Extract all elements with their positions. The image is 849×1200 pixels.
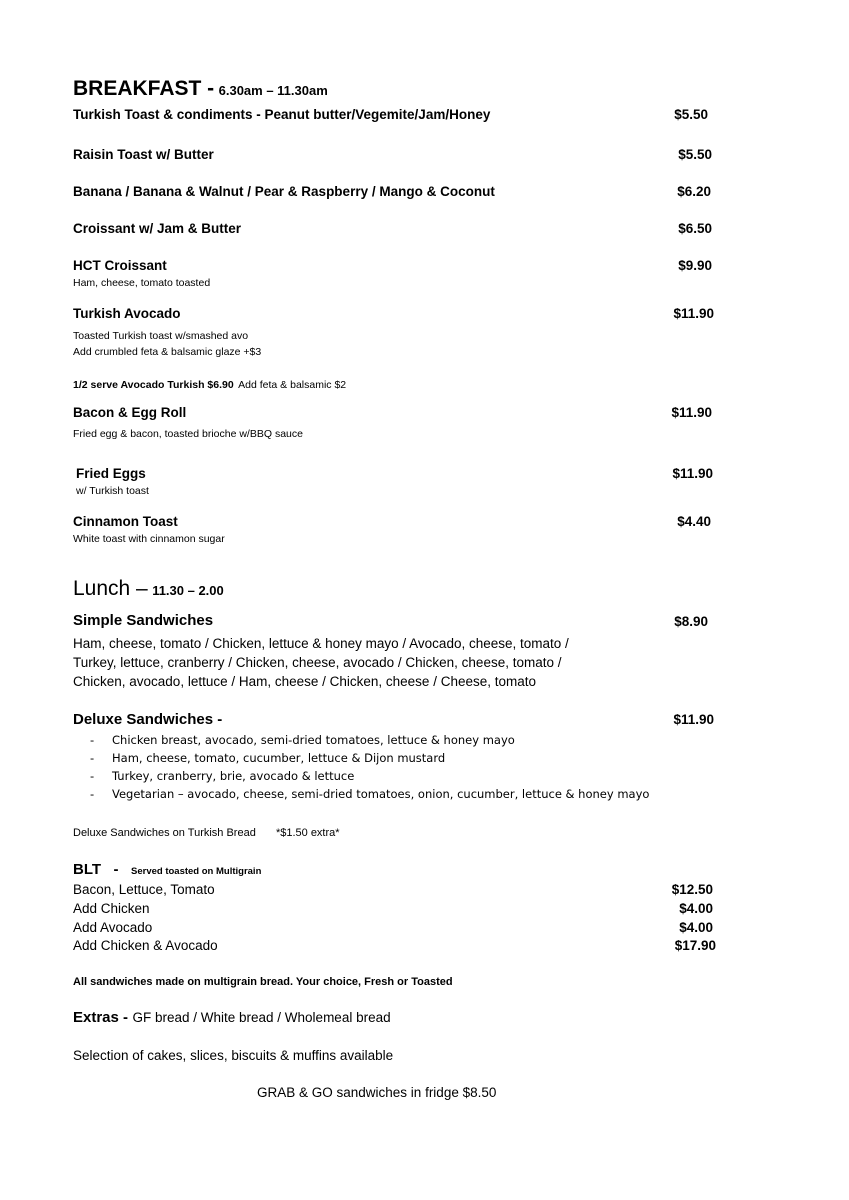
half-serve-label: 1/2 serve Avocado Turkish $6.90 [73,379,234,391]
deluxe-sandwich-option: Vegetarian – avocado, cheese, semi-dried tomatoes, onion, cucumber, lettuce & honey mayo [112,787,650,801]
turkish-bread-label: Deluxe Sandwiches on Turkish Bread [73,827,256,839]
deluxe-sandwiches-price: $11.90 [673,712,714,727]
menu-item-name: Cinnamon Toast [73,514,178,529]
cakes-note: Selection of cakes, slices, biscuits & muffins available [73,1048,394,1063]
deluxe-sandwich-option: Chicken breast, avocado, semi-dried tomatoes, lettuce & honey mayo [112,733,515,747]
menu-item-price: $5.50 [678,147,712,162]
turkish-bread-extra: *$1.50 extra* [275,827,340,839]
blt-row-name: Add Chicken & Avocado [73,938,218,953]
blt-note: Served toasted on Multigrain [131,866,262,877]
blt-row-price: $4.00 [679,901,713,916]
menu-item-price: $11.90 [673,306,714,321]
lunch-heading [73,577,224,601]
bullet-dash: - [90,751,95,765]
half-serve-extra: Add feta & balsamic $2 [238,379,347,391]
menu-item-name: Turkish Toast & condiments - Peanut butter/Vegemite/Jam/Honey [73,107,491,122]
menu-item-name: HCT Croissant [73,258,167,273]
multigrain-note: All sandwiches made on multigrain bread. Your choice, Fresh or Toasted [73,976,453,988]
grab-and-go-note: GRAB & GO sandwiches in fridge $8.50 [257,1085,497,1100]
menu-item-price: $5.50 [674,107,708,122]
menu-item-name: Raisin Toast w/ Butter [73,147,214,162]
menu-item-price: $6.20 [677,184,711,199]
deluxe-sandwich-option: Turkey, cranberry, brie, avocado & lettuce [112,769,355,783]
list-item [90,769,649,787]
extras-line [73,1009,391,1027]
blt-heading [73,861,261,879]
blt-row-price: $17.90 [674,938,716,953]
menu-item-description: Toasted Turkish toast w/smashed avo [73,330,249,342]
simple-sandwiches-line: Ham, cheese, tomato / Chicken, lettuce & honey mayo / Avocado, cheese, tomato / [73,636,569,651]
blt-title: BLT - [73,861,119,878]
blt-row-price: $12.50 [671,882,713,897]
blt-row-name: Add Avocado [73,920,153,935]
blt-row-name: Add Chicken [73,901,150,916]
simple-sandwiches-title: Simple Sandwiches [73,612,214,629]
list-item [90,733,649,751]
menu-item-description: White toast with cinnamon sugar [73,533,225,545]
lunch-hours: 11.30 – 2.00 [152,583,224,598]
list-item [90,751,649,769]
menu-item-description: Add crumbled feta & balsamic glaze +$3 [73,346,262,358]
bullet-dash: - [90,787,95,801]
blt-row-name: Bacon, Lettuce, Tomato [73,882,215,897]
menu-item-name: Banana / Banana & Walnut / Pear & Raspberry / Mango & Coconut [73,184,495,199]
menu-item-name: Turkish Avocado [73,306,181,321]
menu-item-price: $6.50 [678,221,712,236]
breakfast-title: BREAKFAST - [73,77,215,100]
menu-item-price: $11.90 [672,466,713,481]
menu-item-price: $11.90 [671,405,712,420]
turkish-bread-note [73,827,340,839]
menu-item-description: Fried egg & bacon, toasted brioche w/BBQ sauce [73,428,303,440]
deluxe-sandwiches-title: Deluxe Sandwiches - [73,711,223,728]
list-item [90,787,649,805]
extras-text: GF bread / White bread / Wholemeal bread [132,1010,391,1025]
simple-sandwiches-line: Turkey, lettuce, cranberry / Chicken, cheese, avocado / Chicken, cheese, tomato / [73,655,562,670]
deluxe-sandwich-option: Ham, cheese, tomato, cucumber, lettuce & Dijon mustard [112,751,446,765]
menu-item-name: Fried Eggs [76,466,146,481]
lunch-title: Lunch – [73,577,148,600]
menu-item-description: w/ Turkish toast [76,485,149,497]
breakfast-hours: 6.30am – 11.30am [218,83,328,98]
menu-item-price: $4.40 [677,514,711,529]
menu-item-name: Croissant w/ Jam & Butter [73,221,242,236]
bullet-dash: - [90,733,95,747]
extras-label: Extras - [73,1009,129,1026]
deluxe-sandwich-list [90,733,649,805]
breakfast-heading [73,77,328,101]
menu-item-price: $9.90 [678,258,712,273]
simple-sandwiches-price: $8.90 [674,614,708,629]
simple-sandwiches-line: Chicken, avocado, lettuce / Ham, cheese / Chicken, cheese / Cheese, tomato [73,674,536,689]
bullet-dash: - [90,769,95,783]
menu-item-description: Ham, cheese, tomato toasted [73,277,211,289]
blt-row-price: $4.00 [679,920,713,935]
half-serve-note [73,375,346,393]
menu-item-name: Bacon & Egg Roll [73,405,187,420]
